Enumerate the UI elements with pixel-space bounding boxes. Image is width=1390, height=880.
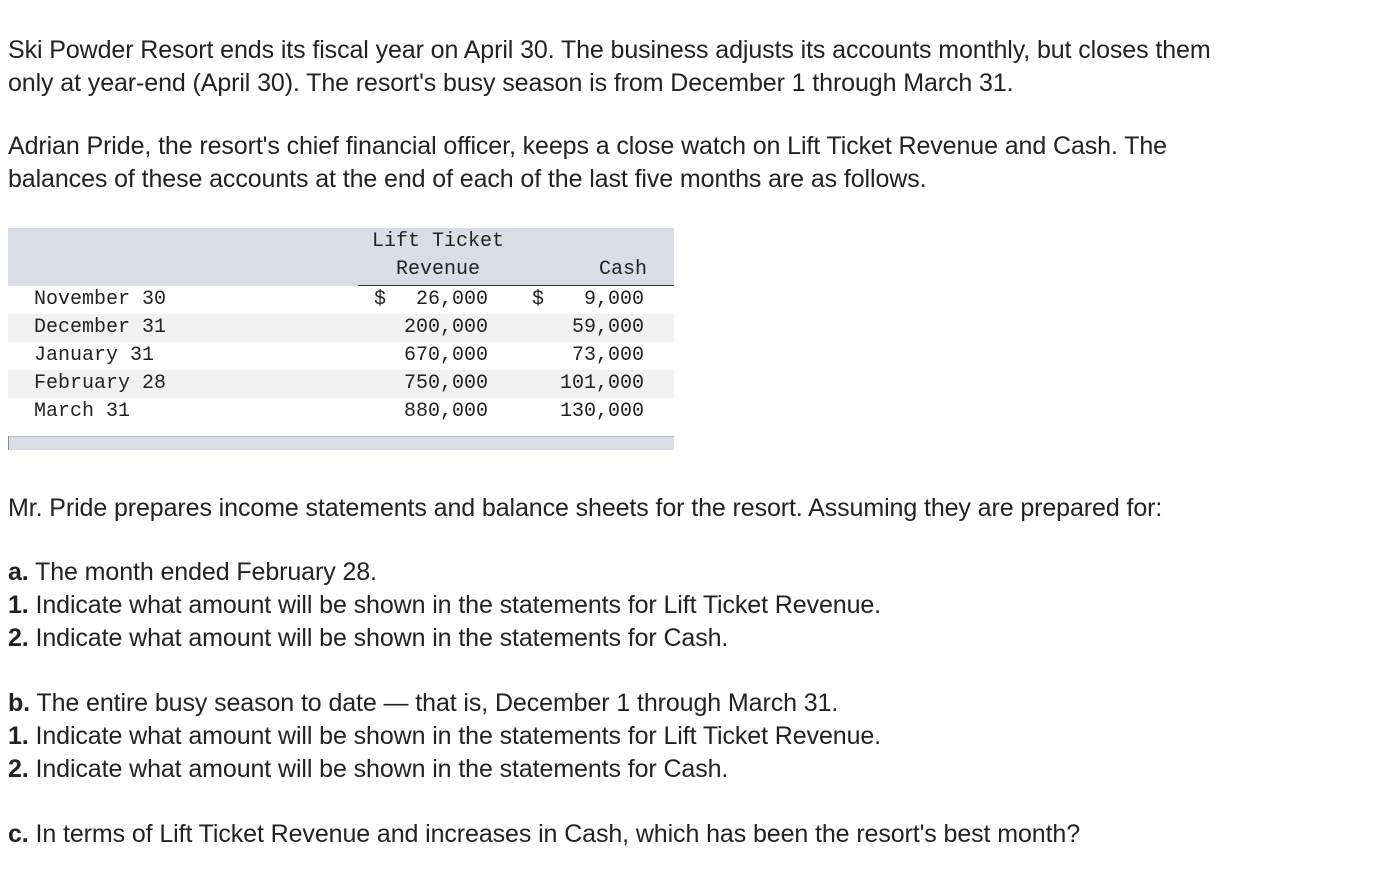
part-a-heading	[8, 556, 881, 589]
part-b-q2-label: 2.	[8, 755, 29, 783]
part-a-q2-label: 2.	[8, 624, 29, 652]
part-a-question-2	[8, 622, 881, 655]
footer-edge	[8, 436, 9, 450]
row-cash: 73,000	[571, 344, 644, 367]
row-cash: 9,000	[583, 288, 644, 311]
part-a	[8, 556, 881, 655]
header-cash: Cash	[598, 258, 647, 281]
part-b	[8, 687, 881, 786]
balances-table	[8, 228, 674, 450]
part-b-q1-text: Indicate what amount will be shown in the statements for Lift Ticket Revenue.	[28, 722, 882, 750]
part-b-label: b.	[8, 689, 31, 717]
part-c	[8, 818, 1080, 851]
row-revenue: 670,000	[403, 344, 488, 367]
part-b-question-1	[8, 720, 881, 753]
table-footer-band	[8, 436, 674, 450]
row-revenue: 750,000	[403, 372, 488, 395]
intro-line-2: only at year-end (April 30). The resort's busy season is from December 1 through March 31.	[8, 69, 1014, 97]
row-cash: 130,000	[559, 400, 644, 423]
part-b-q1-label: 1.	[8, 722, 29, 750]
part-a-q1-text: Indicate what amount will be shown in the statements for Lift Ticket Revenue.	[28, 591, 882, 619]
row-cash: 101,000	[559, 372, 644, 395]
row-revenue: 200,000	[403, 316, 488, 339]
prompt-text: Mr. Pride prepares income statements and balance sheets for the resort. Assuming they are prepared for:	[8, 494, 1163, 522]
cfo-paragraph	[8, 130, 1167, 196]
part-a-text: The month ended February 28.	[28, 558, 377, 586]
header-revenue-line2: Revenue	[395, 258, 480, 281]
cash-currency-symbol: $	[532, 288, 545, 311]
cfo-line-1: Adrian Pride, the resort's chief financial officer, keeps a close watch on Lift Ticket Revenue and Cash. The	[8, 132, 1167, 160]
part-c-text: In terms of Lift Ticket Revenue and increases in Cash, which has been the resort's best month?	[28, 820, 1081, 848]
part-a-q2-text: Indicate what amount will be shown in the statements for Cash.	[28, 624, 729, 652]
header-revenue-line1: Lift Ticket	[371, 230, 505, 253]
part-a-q1-label: 1.	[8, 591, 29, 619]
part-c-label: c.	[8, 820, 29, 848]
intro-line-1: Ski Powder Resort ends its fiscal year on April 30. The business adjusts its accounts monthly, but closes them	[8, 36, 1211, 64]
row-month: February 28	[34, 372, 167, 395]
prompt-paragraph	[8, 492, 1162, 525]
row-cash: 59,000	[571, 316, 644, 339]
part-b-question-2	[8, 753, 881, 786]
part-a-question-1	[8, 589, 881, 622]
row-revenue: 880,000	[403, 400, 488, 423]
row-month: December 31	[34, 316, 167, 339]
intro-paragraph	[8, 34, 1211, 100]
part-c-heading	[8, 818, 1080, 851]
revenue-currency-symbol: $	[374, 288, 387, 311]
part-b-heading	[8, 687, 881, 720]
row-month: November 30	[34, 288, 167, 311]
part-b-q2-text: Indicate what amount will be shown in the statements for Cash.	[28, 755, 729, 783]
cfo-line-2: balances of these accounts at the end of each of the last five months are as follows.	[8, 165, 927, 193]
row-revenue: 26,000	[415, 288, 488, 311]
row-month: March 31	[34, 400, 131, 423]
part-b-text: The entire busy season to date — that is, December 1 through March 31.	[30, 689, 839, 717]
row-month: January 31	[34, 344, 155, 367]
part-a-label: a.	[8, 558, 29, 586]
